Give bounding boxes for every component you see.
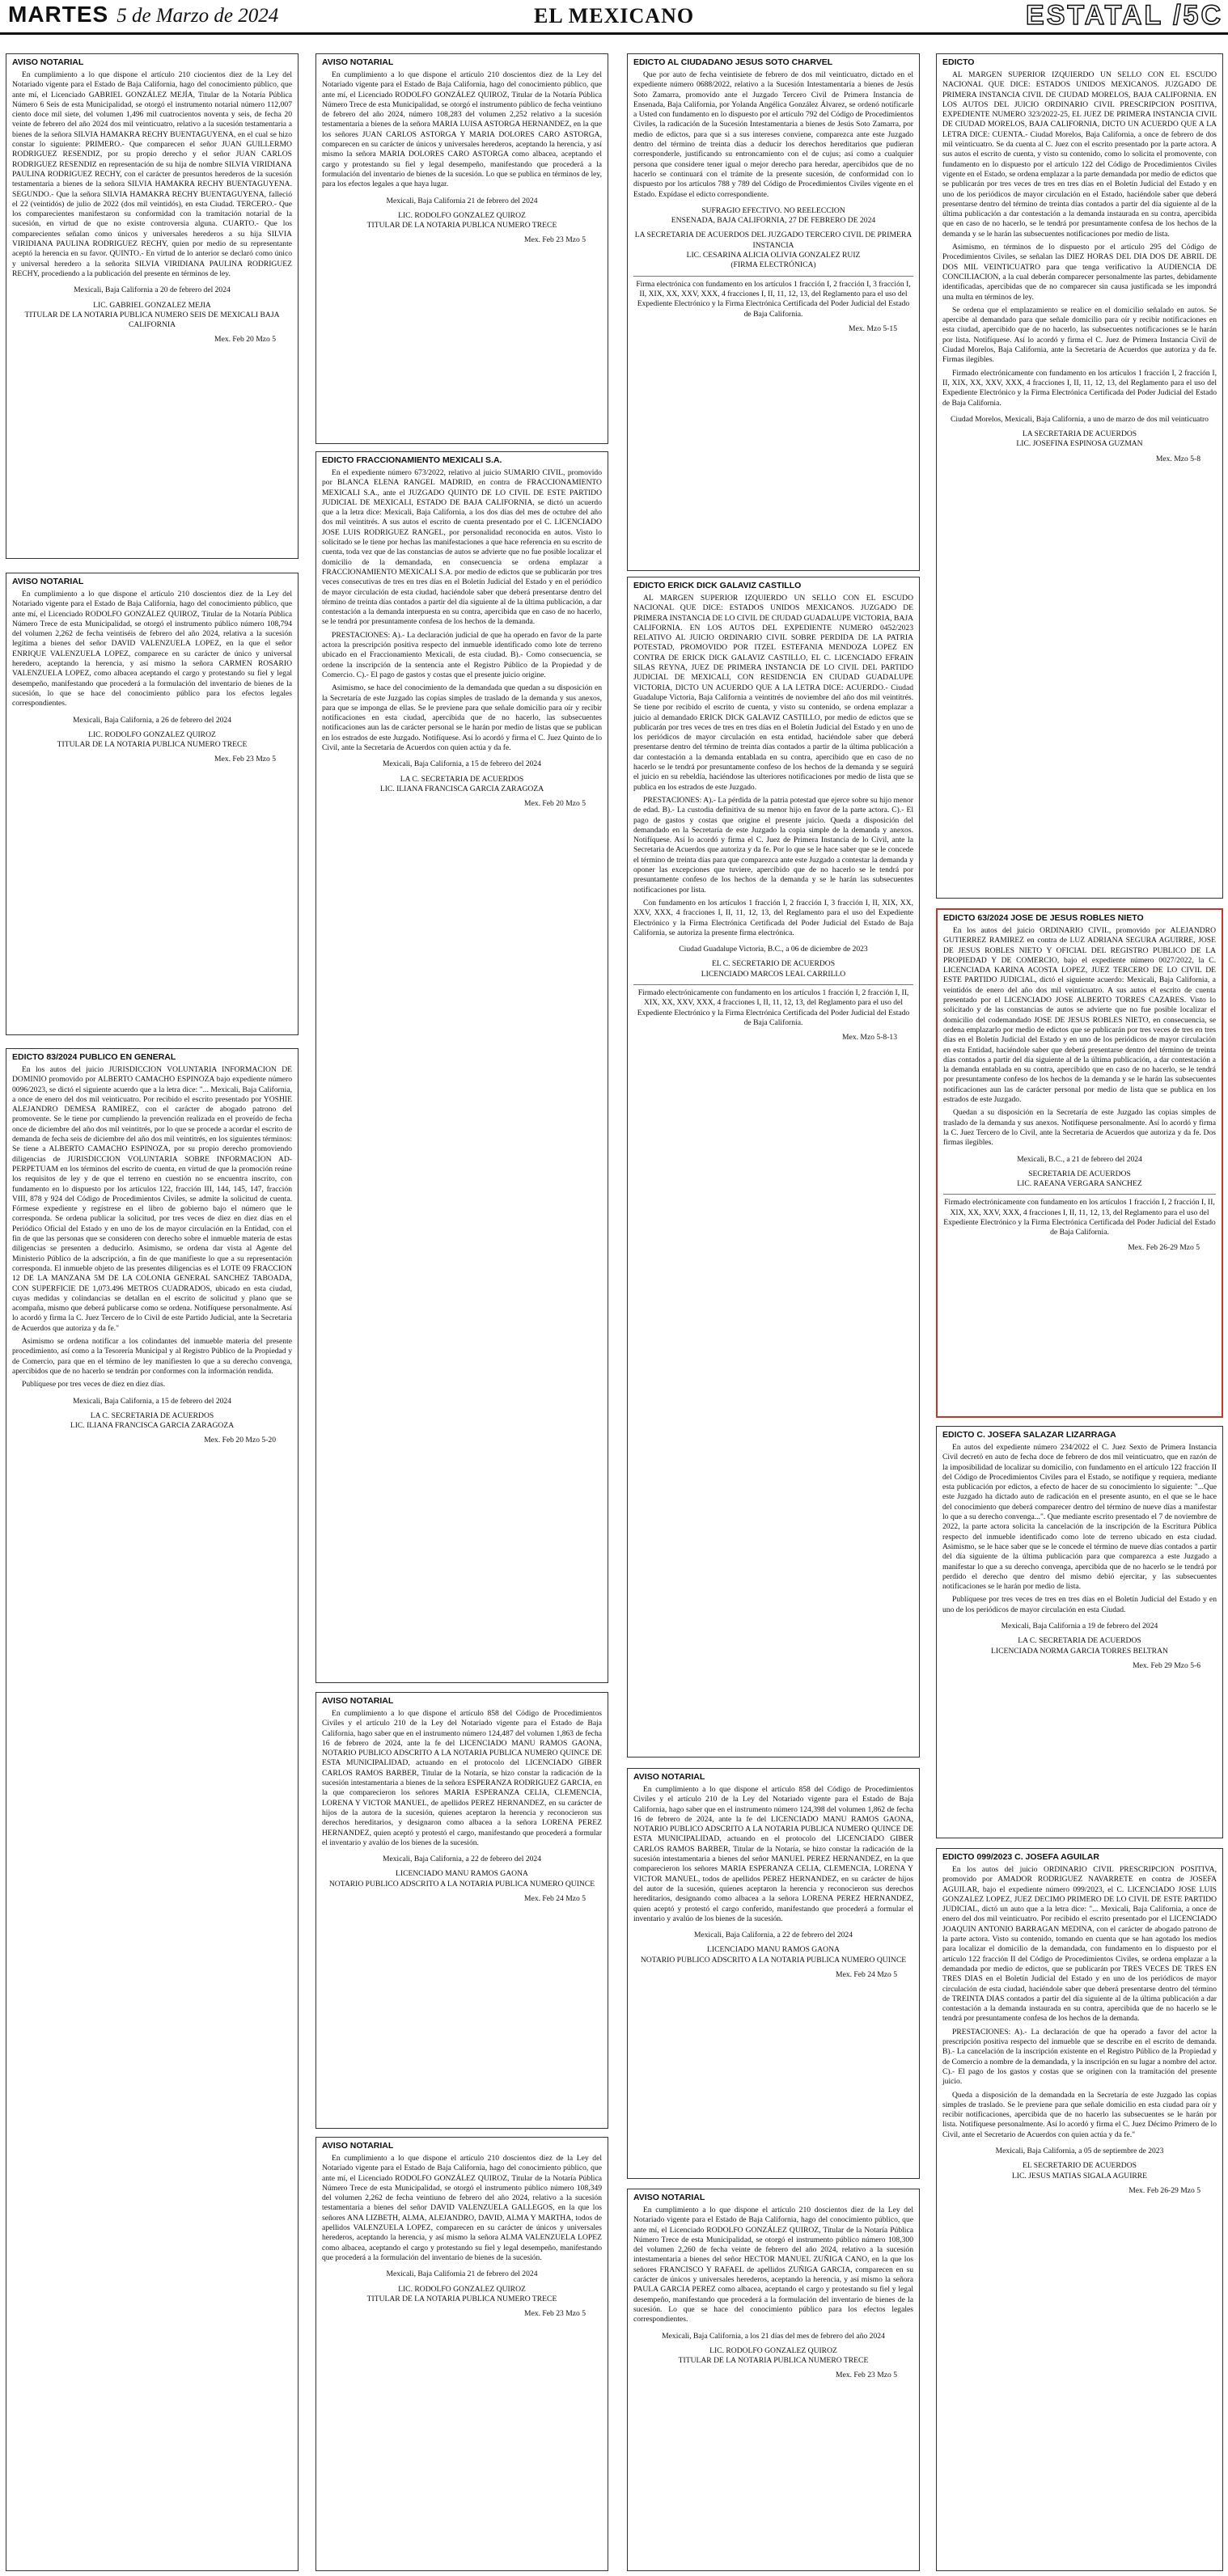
notice-paragraph: En los autos del juicio ORDINARIO CIVIL PRESCRIPCION POSITIVA, promovido por AMADOR RODRIGUEZ NAVARRETE en contra de JOSEFA AGUILAR, bajo el expediente número 099/2023, el C. LICENCIADO JOSE LUIS GONZALEZ LOPEZ, JUEZ DECIMO PRIMERO DE LO CIVIL DE ESTE PARTIDO JUDICIAL, dictó un auto que a la letra dice: "... Mexicali, Baja California, a once de enero del dos mil veinticuatro. Por recibido el escrito presentado por el LICENCIADO JOAQUIN ANTONIO BARRAGAN MEDINA, con el carácter de abogado patrono de la parte actora. Visto su contenido, tomando en cuenta que se han agotado los medios para localizar el domicilio de la demandada, con fundamento en lo dispuesto por el artículo 122 fracción II del Código de Procedimientos Civiles, se ordena emplazar a la demandada por medio de edictos, que se publicarán por TRES VECES DE TRES EN TRES DIAS en el Boletín Judicial del Estado y en uno de los periódicos de mayor circulación de esta ciudad, haciéndole saber que deberá presentarse dentro del término de TREINTA DIAS contados a partir del día siguiente al de la última publicación a dar contestación a la demanda instaurada en su contra, apercibida que de no hacerlo se le tendrá por presuntamente confesa de los hechos de la demanda.	[942, 1865, 1217, 2024]
notice-paragraph: En cumplimiento a lo que dispone el artículo 210 doscientos diez de la Ley del Notariado vigente para el Estado de Baja California, hago del conocimiento público, que ante mí, el Licenciado RODOLFO GONZÁLEZ QUIROZ, Titular de la Notaría Pública Número Trece de esta Municipalidad, se otorgó el instrumento público número 108,300 del volumen 2,260 de fecha veinte de febrero del año 2024, relativo a la sucesión intestamentaria a bienes del señor HECTOR MANUEL ZUÑIGA CANO, en la que los señores FRANCISCO Y RAFAEL de apellidos ZUÑIGA GARCIA, comparecen en su carácter de únicos y universales herederos, aceptando la herencia, y así mismo la señora PAULA GARCIA PEREZ como albacea, aceptando el cargo y protestando su fiel y legal desempeño, manifestando que procederá a la formulación del inventario de bienes de la sucesión. Lo que se hace del conocimiento público para los efectos legales correspondientes.	[633, 2206, 913, 2324]
notice-paragraph: Asimismo, en términos de lo dispuesto por el artículo 295 del Código de Procedimientos Civiles, se señalan las DIEZ HORAS DEL DIA DOS DE ABRIL DE DOS MIL VEINTICUATRO para que tenga verificativo la AUDIENCIA DE CONCILIACION, a la cual deberán comparecer personalmente las partes, debidamente identificadas, apercibidas que de no comparecer sin causa justificada se les impondrá una multa en términos de ley.	[942, 243, 1217, 302]
notice-body	[942, 70, 1217, 408]
notice-heading: AVISO NOTARIAL	[322, 2141, 394, 2151]
notice-electronic-signature-note: Firmado electrónicamente con fundamento en los artículos 1 fracción I, 2 fracción I, II, XIX, XX, XXV, XXX, 4 fracciones I, II, 11, 12, 13, del Reglamento para el uso del Expediente Electrónico y la Firma Electrónica Certificada del Poder Judicial del Estado de Baja California.	[943, 1194, 1216, 1237]
notice-paragraph: En autos del expediente número 234/2022 el C. Juez Sexto de Primera Instancia Civil decretó en auto de fecha doce de febrero de dos mil veinticuatro, que en razón de la imposibilidad de localizar su domicilio, con fundamento en el artículo 122 fracción II del Código de Procedimientos Civiles para el Estado, se notifique y requiera, mediante esta publicación por edictos, a efecto de hacer de su conocimiento lo siguiente: "...Que este Juzgado ha dictado auto de radicación en el presente asunto, en el que se le hace del conocimiento que deberá comparecer dentro del término de nueve días a manifestar lo que a su derecho convenga...". Que mediante escrito presentado el 7 de noviembre de 2022, la parte actora solicita la cancelación de la inscripción de la Escritura Pública respecto del inmueble identificado como lote de terreno ubicado en esta ciudad. Asimismo, se le hace saber que se le concede el término de nueve días contados a partir del día siguiente de la última publicación para que comparezca a este Juzgado a manifestar lo que a su derecho convenga, apercibida que de no hacerlo se le tendrá por perdido el derecho que dentro del mismo debió ejercitar, y las subsecuentes notificaciones se le harán por medio de lista.	[942, 1443, 1217, 1592]
notice-paragraph: Se ordena que el emplazamiento se realice en el domicilio señalado en autos. Se apercibe al demandado para que señale domicilio para oír y recibir notificaciones en esta ciudad, apercibido que de no hacerlo, las subsecuentes notificaciones se le harán por lista. Notifíquese. Así lo acordó y firma el C. Juez de Primera Instancia Civil de Ciudad Morelos, Baja California, ante la Secretaria de Acuerdos que autoriza y da fe. Firmas ilegibles.	[942, 305, 1217, 365]
notice-signature: LIC. RODOLFO GONZALEZ QUIROZ	[398, 210, 526, 220]
notice-place-date: Mexicali, Baja California, a 22 de febrero del 2024	[382, 1855, 542, 1864]
notice-signature: LA C. SECRETARIA DE ACUERDOS	[90, 1411, 214, 1420]
notice-paragraph: Quedan a su disposición en la Secretaría de este Juzgado las copias simples de traslado de la demanda y sus anexos. Notifíquese personalmente. Así lo acordó y firma la C. Juez Tercero de lo Civil, ante la Secretaria de Acuerdos que autoriza y da fe. Dos firmas ilegibles.	[943, 1108, 1216, 1148]
notice-paragraph: Que por auto de fecha veintisiete de febrero de dos mil veinticuatro, dictado en el expediente número 0688/2022, relativo a la Sucesión Intestamentaria a bienes de Jesús Soto Zamarra, promovido ante el Juzgado Tercero Civil de Primera Instancia de Ensenada, Baja California, por Yolanda Angélica González Álvarez, se ordenó notificarle a Usted con fundamento en lo dispuesto por el artículo 792 del Código de Procedimientos Civiles, la radicación de la Sucesión Intestamentaria a bienes de Jesús Soto Zamarra, por medio de edictos, para que si a sus intereses conviene, comparezca ante este Juzgado dentro del término de treinta días a deducir los derechos hereditarios que pudieran corresponderle, justificando su entroncamiento con el de cujus; así como a cualquier persona que considere tener igual o mejor derecho para heredar, apercibidos que de no hacerlo se continuará con el trámite de la presente sucesión, de conformidad con lo dispuesto por los artículos 788 y 789 del Código de Procedimientos Civiles vigente en el Estado. Expídase el edicto correspondiente.	[633, 70, 913, 199]
notice-body	[942, 1443, 1217, 1615]
notice-electronic-signature-note: Firmado electrónicamente con fundamento en los artículos 1 fracción I, 2 fracción I, II, XIX, XX, XXV, XXX, 4 fracciones I, II, 11, 12, 13, del Reglamento para el uso del Expediente Electrónico y la Firma Electrónica Certificada del Poder Judicial del Estado de Baja California.	[633, 984, 913, 1028]
notice-body	[322, 1709, 602, 1848]
notice-publication-ref: Mex. Feb 20 Mzo 5-20	[204, 1436, 276, 1445]
notice-heading: EDICTO	[942, 57, 975, 67]
notice-paragraph: PRESTACIONES: A).- La pérdida de la patria potestad que ejerce sobre su hijo menor de edad. B).- La custodia definitiva de su menor hijo en favor de la parte actora. C).- El pago de gastos y costas que origine el presente juicio. Queda a disposición del demandado en la Secretaría de este Juzgado la copia simple de la demanda y anexos. Notifíquese. Así lo acordó y firma el C. Juez de Primera Instancia de lo Civil, ante la Secretaria de Acuerdos que autoriza y da fe. Por lo que se le hace saber que se le concede el término de treinta días para que comparezca ante este Juzgado a contestar la demanda y oponer las excepciones que tuviere, apercibido que de no hacerlo se le tendrá por presuntamente confeso de los hechos de la demanda y se le harán las subsecuentes notificaciones por lista.	[633, 795, 913, 895]
notice-place-date: Mexicali, Baja California, a 15 de febrero del 2024	[72, 1396, 232, 1406]
legal-notice	[315, 2137, 608, 2571]
notice-body	[633, 1785, 913, 1924]
notice-signature: LIC. ILIANA FRANCISCA GARCIA ZARAGOZA	[70, 1421, 235, 1431]
notice-heading: AVISO NOTARIAL	[322, 57, 394, 67]
masthead	[0, 0, 1228, 35]
notice-signature: LICENCIADO MANU RAMOS GAONA	[396, 1869, 528, 1879]
notice-paragraph: En cumplimiento a lo que dispone el artículo 210 doscientos diez de la Ley del Notariado vigente para el Estado de Baja California, hago del conocimiento público, que ante mí, el Licenciado RODOLFO GONZÁLEZ QUIROZ, Titular de la Notaría Pública Número Trece de esta Municipalidad, se otorgó el instrumento público número 108,349 del volumen 2,262 de fecha veintiuno de febrero del año 2024, relativo a la sucesión testamentaria a bienes del señor DAVID VALENZUELA GALLEGOS, en la que los señores ANA LIZBETH, ALMA, ALEJANDRO, DAVID, ALMA Y MARTHA, todos de apellidos VALENZUELA LOPEZ, comparecen en su carácter de únicos y universales herederos, aceptando la herencia, y así mismo la señora ALMA VALENZUELA LOPEZ como albacea, aceptando el cargo y protestando su fiel y legal desempeño, manifestando que procederá a la formulación del inventario de bienes de la sucesión.	[322, 2154, 602, 2262]
notice-signature: LA C. SECRETARIA DE ACUERDOS	[400, 774, 524, 784]
notice-place-date: Mexicali, Baja California a 19 de febrero del 2024	[1001, 1622, 1158, 1631]
notice-body	[12, 590, 292, 709]
notice-publication-ref: Mex. Feb 24 Mzo 5	[836, 1970, 897, 1980]
masthead-date: 5 de Marzo de 2024	[116, 5, 279, 27]
legal-notice	[627, 1768, 920, 2179]
notice-paragraph: Publíquese por tres veces de diez en diez días.	[22, 1380, 166, 1390]
legal-notice	[315, 1692, 608, 2129]
notice-body	[12, 1065, 292, 1390]
legal-notice	[6, 573, 299, 1035]
notice-signature: SECRETARIA DE ACUERDOS	[1028, 1169, 1131, 1178]
notice-paragraph: AL MARGEN SUPERIOR IZQUIERDO UN SELLO CON EL ESCUDO NACIONAL QUE DICE: ESTADOS UNIDOS MEXICANOS. JUZGADO DE PRIMERA INSTANCIA DE LO CIVIL DE CIUDAD GUADALUPE VICTORIA, BAJA CALIFORNIA. EN LOS AUTOS DEL EXPEDIENTE NUMERO 0452/2023 RELATIVO AL JUICIO ORDINARIO CIVIL SOBRE PERDIDA DE LA PATRIA POTESTAD, PROMOVIDO POR ITZEL ESTEFANIA MENDOZA LOPEZ EN CONTRA DE ERICK DICK GALAVIZ CASTILLO, EL C. LICENCIADO EFRAIN SILAS REYNA, JUEZ DE PRIMERA INSTANCIA DE LO CIVIL DEL PARTIDO JUDICIAL DE MEXICALI, CON RESIDENCIA EN CIUDAD GUADALUPE VICTORIA, DICTO UN ACUERDO QUE A LA LETRA DICE: ACUERDO.- Ciudad Guadalupe Victoria, Baja California a veintitrés de noviembre del año dos mil veintitrés. Se tiene por recibido el escrito de cuenta, y visto su contenido, se ordena emplazar a juicio al demandado ERICK DICK GALAVIZ CASTILLO, por medio de edictos que se publicarán por tres veces de tres en tres días en el Boletín Judicial del Estado y en uno de los periódicos de mayor circulación en esta entidad, haciéndole saber que deberá presentarse dentro del término de treinta días contados a partir de la última publicación a dar contestación a la demanda entablada en su contra, apercibido que en caso de no hacerlo se le tendrá por presuntamente confeso de los hechos de la demanda y se seguirá el juicio en su rebeldía, haciéndose las ulteriores notificaciones por medio de lista que se publica en los estrados de este Juzgado.	[633, 594, 913, 792]
notice-paragraph: AL MARGEN SUPERIOR IZQUIERDO UN SELLO CON EL ESCUDO NACIONAL QUE DICE: ESTADOS UNIDOS MEXICANOS. JUZGADO DE PRIMERA INSTANCIA CIVIL DE CIUDAD MORELOS, BAJA CALIFORNIA. EN LOS AUTOS DEL JUICIO ORDINARIO CIVIL PRESCRIPCION POSITIVA, EXPEDIENTE NUMERO 323/2022-25, EL JUEZ DE PRIMERA INSTANCIA CIVIL DE CIUDAD MORELOS, BAJA CALIFORNIA, DICTO UN ACUERDO QUE A LA LETRA DICE: CUENTA.- Ciudad Morelos, Baja California, a once de febrero de dos mil veinticuatro. Se da cuenta al C. Juez con el escrito presentado por la parte actora. A sus autos el escrito de cuenta, y visto su contenido, como lo solicita el promovente, con fundamento en lo dispuesto por el artículo 122 del Código de Procedimientos Civiles vigente en el Estado, se ordena emplazar a la parte demandada por medio de edictos que se publicarán por tres veces de tres en tres días en el Boletín Judicial del Estado y en uno de los periódicos de mayor circulación en el Estado, haciéndole saber que deberá presentarse dentro del término de treinta días contados a partir del día siguiente al de la última publicación a dar contestación a la demanda instaurada en su contra, apercibida que en caso de no hacerlo, se le tendrá por presuntamente confesa de los hechos de la demanda y se le harán las subsecuentes notificaciones por medio de lista.	[942, 70, 1217, 239]
notice-signature: TITULAR DE LA NOTARIA PUBLICA NUMERO TRECE	[366, 2294, 557, 2303]
notice-publication-ref: Mex. Feb 23 Mzo 5	[524, 2309, 586, 2319]
notice-paragraph: En cumplimiento a lo que dispone el artículo 210 doscientos diez de la Ley del Notariado vigente para el Estado de Baja California, hago del conocimiento público, que ante mí, el Licenciado RODOLFO GONZÁLEZ QUIROZ, Titular de la Notaría Pública Número Trece de esta Municipalidad, se otorgó el instrumento público de fecha veintiuno de febrero del año 2024, número 108,283 del volumen 2,252 relativo a la sucesión testamentaria a bienes de la señora MARIA LUISA ASTORGA HERNANDEZ, en la que los señores JUAN CARLOS ASTORGA Y MARIA DOLORES CARO ASTORGA, comparecen en su carácter de únicos y universales herederos, aceptando la herencia, y así mismo la señora MARIA DOLORES CARO ASTORGA como albacea, aceptando el cargo y protestando su fiel y legal desempeño, manifestando que procederá a la formulación del inventario de bienes de la sucesión. Lo que se publica en términos de ley, para los efectos legales a que haya lugar.	[322, 70, 602, 189]
notice-signature: LIC. RODOLFO GONZALEZ QUIROZ	[88, 730, 216, 739]
notice-signature: LIC. JOSEFINA ESPINOSA GUZMAN	[1016, 439, 1143, 449]
notice-heading: EDICTO 099/2023 C. JOSEFA AGUILAR	[942, 1852, 1099, 1862]
notice-signature: LIC. RODOLFO GONZALEZ QUIROZ	[398, 2284, 526, 2294]
notice-publication-ref: Mex. Feb 23 Mzo 5	[836, 2371, 897, 2380]
notice-heading: AVISO NOTARIAL	[12, 577, 84, 586]
notice-signature: LIC. ILIANA FRANCISCA GARCIA ZARAGOZA	[379, 784, 544, 793]
notice-publication-ref: Mex. Feb 29 Mzo 5-6	[1133, 1660, 1200, 1670]
notice-signature: TITULAR DE LA NOTARIA PUBLICA NUMERO TRECE	[57, 740, 248, 750]
notice-publication-ref: Mex. Feb 23 Mzo 5	[214, 755, 276, 764]
notice-publication-ref: Mex. Feb 20 Mzo 5	[214, 335, 276, 345]
legal-notice	[936, 53, 1223, 899]
notice-paragraph: En cumplimiento a lo que dispone el artículo 858 del Código de Procedimientos Civiles y el artículo 210 de la Ley del Notariado vigente para el Estado de Baja California, hago saber que en el instrumento número 124,398 del volumen 1,862 de fecha 16 de febrero de 2024, ante la fe del LICENCIADO MANU RAMOS GAONA, NOTARIO PUBLICO ADSCRITO A LA NOTARIA PUBLICA NUMERO QUINCE DE ESTA MUNICIPALIDAD, actuando en el protocolo del LICENCIADO GIBER CARLOS RAMOS BARBER, Titular de la Notaría, se hizo constar la radicación de la sucesión intestamentaria a bienes del señor MANUEL PEREZ HERNANDEZ, en la que comparecieron los señores MARIA ESPERANZA CELIA, CLEMENCIA, LORENA Y VICTOR MANUEL, todos de apellidos PEREZ HERNANDEZ, en su carácter de hijos del autor de la sucesión, quienes aceptaron la herencia y reconocieron sus derechos hereditarios, designando como albacea a la señora LORENA PEREZ HERNANDEZ, quien aceptó y protestó el cargo conferido, manifestando que procederá a formular el inventario y avalúo de los bienes de la sucesión.	[633, 1785, 913, 1923]
notice-place-date: Mexicali, Baja California, a 05 de septiembre de 2023	[995, 2147, 1164, 2156]
notice-signature: TITULAR DE LA NOTARIA PUBLICA NUMERO TRECE	[366, 221, 557, 231]
notice-paragraph: Queda a disposición de la demandada en la Secretaría de este Juzgado las copias simples de traslado. Se le previene para que señale domicilio en esta ciudad para oír y recibir notificaciones, apercibida que de no hacerlo las subsecuentes se le harán por lista. Notifíquese personalmente. Así lo acordó y firma el C. Juez Décimo Primero de lo Civil, ante el Secretario de Acuerdos con quien actúa y da fe."	[942, 2090, 1217, 2139]
legal-notice	[627, 577, 920, 1758]
notice-heading: EDICTO FRACCIONAMIENTO MEXICALI S.A.	[322, 455, 502, 465]
notice-body	[633, 70, 913, 200]
notice-signature: LA SECRETARIA DE ACUERDOS	[1022, 429, 1137, 439]
notice-signature: LIC. CESARINA ALICIA OLIVIA GONZALEZ RUIZ	[686, 251, 861, 260]
notice-paragraph: En los autos del juicio ORDINARIO CIVIL, promovido por ALEJANDRO GUTIERREZ RAMIREZ en contra de LUZ ADRIANA SEGURA AGUIRRE, JOSE DE JESUS ROBLES NIETO Y OFICIAL DEL REGISTRO PUBLICO DE LA PROPIEDAD Y DE COMERCIO, bajo el expediente número 0027/2022, la C. LICENCIADA KARINA ACOSTA LOPEZ, JUEZ TERCERO DE LO CIVIL DE ESTE PARTIDO JUDICIAL, dictó el siguiente acuerdo: Mexicali, Baja California, a veintidós de enero del año dos mil veinticuatro. A sus autos el escrito de cuenta presentado por el LICENCIADO JOSE ALBERTO TORRES CAZARES. Visto lo solicitado y de las constancias de autos se advierte que no fue posible localizar el domicilio del codemandado JOSE DE JESUS ROBLES NIETO, en consecuencia, se ordena emplazarlo por medio de edictos que se publicarán por tres veces de tres en tres días en el Boletín Judicial del Estado y en uno de los periódicos de mayor circulación en esta Entidad, haciéndole saber que deberá presentarse dentro del término de treinta días contados a partir del día siguiente al de la última publicación, a dar contestación a la demanda entablada en su contra, apercibido que en caso de no hacerlo, se le tendrá por presuntamente confeso de los hechos de la demanda y se le harán las subsecuentes notificaciones aun las de carácter personal por medio de lista que se publica en los estrados de este Juzgado.	[943, 926, 1216, 1105]
legal-notice	[627, 53, 920, 571]
notice-publication-ref: Mex. Mzo 5-8-13	[842, 1033, 897, 1043]
legal-notice	[6, 1048, 299, 2571]
notice-publication-ref: Mex. Feb 26-29 Mzo 5	[1128, 1242, 1200, 1252]
notice-signature: TITULAR DE LA NOTARIA PUBLICA NUMERO SEIS DE MEXICALI BAJA CALIFORNIA	[24, 310, 280, 330]
notice-heading: EDICTO AL CIUDADANO JESUS SOTO CHARVEL	[633, 57, 833, 67]
legal-notice	[315, 53, 608, 444]
notice-paragraph: En el expediente número 673/2022, relativo al juicio SUMARIO CIVIL, promovido por BLANCA ELENA RANGEL MADRID, en contra de FRACCIONAMIENTO MEXICALI S.A., ante el JUZGADO QUINTO DE LO CIVIL DE ESTE PARTIDO JUDICIAL DE MEXICALI, ESTADO DE BAJA CALIFORNIA, se dictó un acuerdo que a la letra dice: Mexicali, Baja California, a los dos días del mes de octubre del año dos mil veintitrés. A sus autos el escrito de cuenta presentado por el C. LICENCIADO JOSE LUIS RODRIGUEZ RANGEL, por personalidad reconocida en autos. Visto lo solicitado se le tiene por hechas las manifestaciones a que hace referencia en su escrito de cuenta, toda vez que de las constancias de autos se advierte que no fue posible localizar el domicilio de la demandada, en consecuencia se ordena emplazar a FRACCIONAMIENTO MEXICALI S.A. por medio de edictos que se publicarán por tres veces consecutivas de tres en tres días en el Boletín Judicial del Estado y en el periódico de mayor circulación de esta ciudad, haciéndole saber que deberá presentarse dentro del término de treinta días contados a partir del día siguiente al de la última publicación, a dar contestación a la demanda interpuesta en su contra, apercibida que en caso de no hacerlo, se le tendrá por presuntamente confesa de los hechos de la demanda.	[322, 468, 602, 627]
notice-paragraph: Con fundamento en los artículos 1 fracción I, 2 fracción I, 3 fracción I, II, XIX, XX, XXV, XXX, 4 fracciones I, II, 11, 12, 13, del Reglamento para el uso del Expediente Electrónico y la Firma Electrónica Certificada del Poder Judicial del Estado de Baja California, se autoriza la presente firma electrónica.	[633, 898, 913, 937]
notice-body	[943, 926, 1216, 1148]
notice-paragraph: Publíquese por tres veces de tres en tres días en el Boletín Judicial del Estado y en uno de los periódicos de mayor circulación en esta Ciudad.	[942, 1595, 1217, 1614]
notice-publication-ref: Mex. Mzo 5-15	[849, 324, 897, 333]
notice-paragraph: En los autos del juicio JURISDICCION VOLUNTARIA INFORMACION DE DOMINIO promovido por ALBERTO CAMACHO ESPINOZA bajo expediente número 0096/2023, se dictó el siguiente acuerdo que a la letra dice: "... Mexicali, Baja California, a once de enero del dos mil veinticuatro. Por recibido el escrito presentado por YOSHIE ALEJANDRO DEMESA RAMIREZ, con el carácter de abogado patrono del promovente. Se le tiene por cumpliendo la prevención realizada en el proveído de fecha once de diciembre del año dos mil veintitrés, por lo que se procede a acordar el escrito de demanda de fecha seis de diciembre del año dos mil veintitrés, en los siguientes términos: Se tiene a ALBERTO CAMACHO ESPINOZA, por su propio derecho promoviendo diligencias de JURISDICCION VOLUNTARIA SOBRE INFORMACION AD-PERPETUAM en los términos del escrito de cuenta, en virtud de que la promoción reúne los requisitos de ley y de que el terreno en cuestión no se encuentra inscrito, con fundamento en lo dispuesto por los artículos 122, fracción III, 144, 145, 147, fracción VIII, 878 y 924 del Código de Procedimientos Civiles, se admite la solicitud de cuenta. Fórmese expediente y regístrese en el libro de gobierno bajo el número que le corresponda. Se ordena publicar la solicitud, por tres veces de diez en diez días en el Periódico Oficial del Estado y en uno de los de mayor circulación en la Entidad, con el fin de que las personas que se consideren con derecho sobre el inmueble materia de estas diligencias se presenten a deducirlo. Asimismo, se ordena dar vista al Agente del Ministerio Público de la adscripción, a fin de que manifieste lo que a su representación corresponda. El inmueble objeto de las presentes diligencias es el LOTE 09 FRACCION 12 DE LA MANZANA 5M DE LA COLONIA GENERAL SANCHEZ TABOADA, CON SUPERFICIE DE 1,073.496 METROS CUADRADOS, ubicado en esta ciudad, cuyas medidas y colindancias se detallan en el escrito de solicitud y plano que se acompaña, mismo que deberá publicarse como se ordena. Notifíquese personalmente. Así lo acordó y firma la C. Juez Tercero de lo Civil de este Partido Judicial, ante la Secretaria de Acuerdos que autoriza y da fe."	[12, 1065, 292, 1333]
notice-heading: EDICTO 63/2024 JOSE DE JESUS ROBLES NIETO	[943, 913, 1144, 923]
notice-signature: LA C. SECRETARIA DE ACUERDOS	[1018, 1636, 1141, 1646]
notice-paragraph: Firmado electrónicamente con fundamento en los artículos 1 fracción I, 2 fracción I, II, XIX, XX, XXV, XXX, 4 fracciones I, II, 11, 12, 13, del Reglamento para el uso del Expediente Electrónico y la Firma Electrónica Certificada del Poder Judicial del Estado de Baja California.	[942, 368, 1217, 408]
notice-publication-ref: Mex. Feb 20 Mzo 5	[524, 799, 586, 809]
notice-body	[633, 2206, 913, 2325]
notice-paragraph: En cumplimiento a lo que dispone el artículo 210 ciocientos diez de la Ley del Notariado vigente para el Estado de Baja California, hago del conocimiento público, que ante mí, el Licenciado GABRIEL GONZÁLEZ MEJÍA, Titular de la Notaría Pública Número 6 Seis de esta Municipalidad, se otorgó el instrumento notarial número 112,007 ciento doce mil siete, del volumen 1,496 mil cuatrocientos noventa y seis, de fecha 20 veinte de febrero del año 2024 dos mil veinticuatro, relativo a la sucesión testamentaria a bienes de la señora SILVIA HAMAKRA RECHY BUENTAGUYENA, en el cual se hizo constar lo siguiente: PRIMERO.- Que comparecen el señor JUAN GUILLERMO RODRIGUEZ RESENDIZ, por su propio derecho y el señor JUAN CARLOS RODRIGUEZ RESENDIZ en representación de su hija de nombre SILVIA VIRIDIANA PAULINA RODRIGUEZ RECHY, con el carácter de presuntos herederos de la sucesión testamentaria a bienes de la señora SILVIA HAMAKRA RECHY BUENTAGUYENA. SEGUNDO.- Que la señora SILVIA HAMAKRA RECHY BUENTAGUYENA, falleció el 22 (veintidós) de julio de 2022 (dos mil veintidós), en esta Ciudad. TERCERO.- Que los comparecientes manifestaron su conformidad con la tramitación notarial de la sucesión, en virtud de que no existe controversia alguna. CUARTO.- Que los comparecientes señalan como únicos y universales herederos a su hija SILVIA VIRIDIANA PAULINA RODRIGUEZ RECHY, quien por medio de su representante aceptó la herencia en su favor. QUINTO.- En virtud de lo anterior se declaró como único y universal heredero a la señorita SILVIA VIRIDIANA PAULINA RODRIGUEZ RECHY, procediendo a la publicación del presente en términos de ley.	[12, 70, 292, 278]
notice-heading: AVISO NOTARIAL	[322, 1696, 394, 1706]
notice-place-date: Mexicali, Baja California, a 22 de febrero del 2024	[693, 1931, 853, 1940]
legal-notice	[315, 451, 608, 1683]
notice-body	[322, 70, 602, 190]
notice-heading: EDICTO 83/2024 PUBLICO EN GENERAL	[12, 1052, 176, 1062]
legal-notice	[627, 2189, 920, 2571]
notice-publication-ref: Mex. Mzo 5-8	[1155, 454, 1200, 463]
notice-signature: LA SECRETARIA DE ACUERDOS DEL JUZGADO TERCERO CIVIL DE PRIMERA INSTANCIA	[634, 231, 913, 250]
notice-place-date: Mexicali, Baja California, a los 21 días del mes de febrero del año 2024	[662, 2331, 885, 2341]
notice-body	[633, 594, 913, 938]
notice-signature: LIC. RODOLFO GONZALEZ QUIROZ	[709, 2345, 837, 2355]
notice-electronic-signature-note: Firma electrónica con fundamento en los artículos 1 fracción I, 2 fracción I, 3 fracción I, II, XIX, XX, XXV, XXX, 4 fracciones I, II, 11, 12, 13, del Reglamento para el uso del Expediente Electrónico y la Firma Electrónica Certificada del Poder Judicial del Estado de Baja California.	[633, 276, 913, 319]
notice-signature: TITULAR DE LA NOTARIA PUBLICA NUMERO TRECE	[678, 2356, 869, 2366]
notice-signature: LICENCIADO MARCOS LEAL CARRILLO	[701, 969, 846, 979]
notice-heading: AVISO NOTARIAL	[633, 1772, 705, 1782]
notice-heading: AVISO NOTARIAL	[633, 2193, 705, 2202]
notice-signature: LICENCIADO MANU RAMOS GAONA	[707, 1945, 840, 1955]
section-title: ESTATAL /5C	[1026, 0, 1223, 31]
notice-paragraph: PRESTACIONES: A).- La declaración judicial de que ha operado en favor de la parte actora la prescripción positiva respecto del inmueble identificado como lote de terreno ubicado en el Fraccionamiento Mexicali, de esta ciudad. B).- Como consecuencia, se ordene la inscripción de la sentencia ante el Registro Público de la Propiedad y de Comercio. C).- El pago de gastos y costas que el presente juicio origine.	[322, 630, 602, 679]
notice-signature: LICENCIADA NORMA GARCIA TORRES BELTRAN	[991, 1646, 1168, 1656]
notice-place-date: SUFRAGIO EFECTIVO. NO REELECCION ENSENADA, BAJA CALIFORNIA, 27 DE FEBRERO DE 2024	[671, 205, 876, 226]
notice-body	[12, 70, 292, 279]
notice-paragraph: PRESTACIONES: A).- La declaración de que ha operado a favor del actor la prescripción positiva respecto del inmueble que se describe en el escrito de demanda. B).- La cancelación de la inscripción existente en el Registro Público de la Propiedad y de Comercio a nombre de la demandada, y la inscripción en su lugar a nombre del actor. C).- El pago de los gastos y costas que se originen con la tramitación del presente juicio.	[942, 2027, 1217, 2087]
notice-place-date: Mexicali, Baja California, a 26 de febrero del 2024	[72, 715, 232, 725]
notice-signature: NOTARIO PUBLICO ADSCRITO A LA NOTARIA PUBLICA NUMERO QUINCE	[328, 1879, 595, 1889]
notice-paragraph: Asimismo, se hace del conocimiento de la demandada que quedan a su disposición en la Secretaría de este Juzgado las copias simples de traslado de la demanda y sus anexos, para que se imponga de ellas. Se le previene para que señale domicilio para oír y recibir notificaciones en esta ciudad, apercibida que de no hacerlo, las subsecuentes notificaciones aun las de carácter personal se le harán por medio de listas que se publican en los estrados de este Juzgado. Notifíquese. Así lo acordó y firma el C. Juez Quinto de lo Civil, ante la Secretaria de Acuerdos con quien actúa y da fe.	[322, 683, 602, 753]
notice-place-date: Ciudad Morelos, Mexicali, Baja California, a uno de marzo de dos mil veinticuatro	[951, 414, 1209, 424]
notice-signature: NOTARIO PUBLICO ADSCRITO A LA NOTARIA PUBLICA NUMERO QUINCE	[640, 1955, 907, 1965]
notice-body	[322, 2154, 602, 2263]
notice-signature: (FIRMA ELECTRÓNICA)	[730, 260, 816, 270]
notice-signature: LIC. RAEANA VERGARA SANCHEZ	[1017, 1179, 1142, 1189]
notice-paragraph: Asimismo se ordena notificar a los colindantes del inmueble materia del presente procedimiento, así como a la Tesorería Municipal y al Registro Público de la Propiedad y de Comercio, para que en el término de ley manifiesten lo que a su derecho convenga, apercibidos que de no hacerlo se tendrán por conformes con la información rendida.	[12, 1337, 292, 1376]
notice-signature: EL SECRETARIO DE ACUERDOS	[1023, 2161, 1137, 2171]
notice-body	[322, 468, 602, 753]
notice-place-date: Mexicali, Baja California, a 15 de febrero del 2024	[382, 759, 542, 769]
legal-notice	[6, 53, 299, 559]
notice-publication-ref: Mex. Feb 24 Mzo 5	[524, 1894, 586, 1904]
notice-body	[942, 1865, 1217, 2140]
notice-place-date: Mexicali, Baja California a 20 de febrero del 2024	[74, 286, 231, 295]
legal-notice	[936, 908, 1223, 1418]
notice-place-date: Mexicali, B.C., a 21 de febrero del 2024	[1017, 1154, 1142, 1164]
notice-paragraph: En cumplimiento a lo que dispone el artículo 210 doscientos diez de la Ley del Notariado vigente para el Estado de Baja California, hago del conocimiento público, que ante mí, el Licenciado RODOLFO GONZÁLEZ QUIROZ, Titular de la Notaría Pública Número Trece de esta Municipalidad, se otorgó el instrumento público número 108,794 del volumen 2,262 de fecha veintiséis de febrero del año 2024, relativa a la sucesión legítima a bienes del señor DAVID VALENZUELA LOPEZ, en la que el señor ENRIQUE VALENZUELA LOPEZ, comparece en su carácter de único y universal heredero, aceptando la herencia, y así mismo la señora CARMEN ROSARIO VALENZUELA LOPEZ, como albacea aceptando el cargo y protestando su fiel y legal desempeño, manifestando que procederá a la formulación del inventario de bienes de la sucesión, lo que se hace del conocimiento público para los efectos legales correspondientes.	[12, 590, 292, 709]
notice-publication-ref: Mex. Feb 26-29 Mzo 5	[1128, 2185, 1200, 2195]
notice-heading: EDICTO ERICK DICK GALAVIZ CASTILLO	[633, 581, 802, 590]
notice-paragraph: En cumplimiento a lo que dispone el artículo 858 del Código de Procedimientos Civiles y el artículo 210 de la Ley del Notariado vigente para el Estado de Baja California, hago saber que en el instrumento número 124,487 del volumen 1,863 de fecha 16 de febrero de 2024, ante la fe del LICENCIADO MANU RAMOS GAONA, NOTARIO PUBLICO ADSCRITO A LA NOTARIA PUBLICA NUMERO QUINCE DE ESTA MUNICIPALIDAD, actuando en el protocolo del LICENCIADO GIBER CARLOS RAMOS BARBER, Titular de la Notaría, se hizo constar la radicación de la sucesión intestamentaria a bienes de la señora ESPERANZA RODRIGUEZ GARCIA, en la que comparecieron los señores MARIA ESPERANZA CELIA, CLEMENCIA, LORENA Y VICTOR MANUEL, de apellidos PEREZ HERNANDEZ, en su carácter de hijos de la autora de la sucesión, quienes aceptaron la herencia y reconocieron sus derechos hereditarios, y designaron como albacea a la señora LORENA PEREZ HERNANDEZ, quien aceptó y protestó el cargo, manifestando que procederá a formular el inventario y avalúo de los bienes de la sucesión.	[322, 1709, 602, 1847]
notice-publication-ref: Mex. Feb 23 Mzo 5	[524, 235, 586, 245]
notice-place-date: Mexicali, Baja California 21 de febrero del 2024	[386, 196, 538, 205]
notice-signature: EL C. SECRETARIO DE ACUERDOS	[711, 959, 836, 969]
notice-heading: EDICTO C. JOSEFA SALAZAR LIZARRAGA	[942, 1430, 1116, 1440]
masthead-day: MARTES 5 de Marzo de 2024	[8, 2, 279, 27]
notice-place-date: Ciudad Guadalupe Victoria, B.C., a 06 de diciembre de 2023	[679, 945, 868, 954]
newspaper-name: EL MEXICANO	[534, 4, 695, 27]
notice-signature: LIC. JESUS MATIAS SIGALA AGUIRRE	[1011, 2171, 1148, 2181]
legal-notice	[936, 1848, 1223, 2571]
notice-signature: LIC. GABRIEL GONZALEZ MEJIA	[93, 300, 211, 310]
notice-place-date: Mexicali, Baja California 21 de febrero del 2024	[386, 2269, 538, 2279]
legal-notice	[936, 1426, 1223, 1838]
notice-heading: AVISO NOTARIAL	[12, 57, 84, 67]
